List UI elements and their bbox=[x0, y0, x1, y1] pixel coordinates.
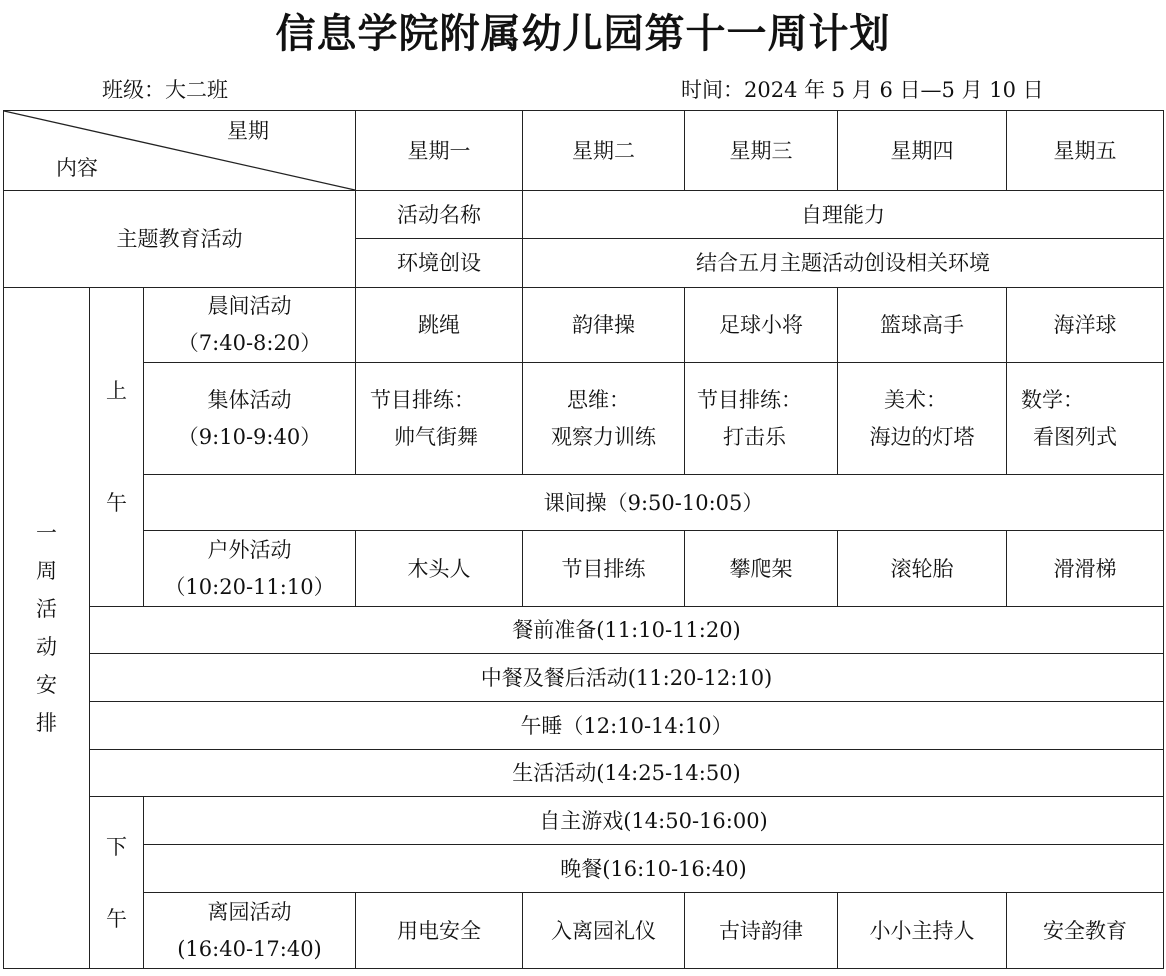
lunch-row bbox=[4, 654, 1164, 702]
time-label: 时间：2024 年 5 月 6 日—5 月 10 日 bbox=[681, 78, 1044, 102]
group-activity-time: （9:10-9:40） bbox=[177, 424, 322, 449]
pm-label-char: 午 bbox=[106, 906, 127, 931]
lunch: 中餐及餐后活动(11:20-12:10) bbox=[90, 654, 1164, 702]
am-label-char: 午 bbox=[106, 491, 127, 515]
group-item bbox=[356, 363, 523, 475]
life-activity: 生活活动(14:25-14:50) bbox=[90, 750, 1164, 797]
class-label: 班级：大二班 bbox=[102, 78, 228, 102]
group-item bbox=[685, 363, 838, 475]
group-item-subject: 美术： bbox=[884, 387, 948, 412]
group-item-topic: 海边的灯塔 bbox=[869, 424, 975, 449]
dinner: 晚餐(16:10-16:40) bbox=[144, 845, 1164, 893]
morning-item: 韵律操 bbox=[523, 288, 685, 363]
group-activity-name: 集体活动 bbox=[207, 387, 292, 412]
nap-row bbox=[4, 702, 1164, 750]
theme-label: 主题教育活动 bbox=[4, 191, 356, 288]
outdoor-item: 节目排练 bbox=[523, 531, 685, 607]
group-item-topic: 看图列式 bbox=[1033, 424, 1118, 449]
day-header: 星期二 bbox=[523, 111, 685, 191]
nap: 午睡（12:10-14:10） bbox=[90, 702, 1164, 750]
week-label-char: 一 bbox=[36, 521, 57, 545]
outdoor-item: 滚轮胎 bbox=[838, 531, 1007, 607]
outdoor-item: 滑滑梯 bbox=[1007, 531, 1164, 607]
group-item-topic: 打击乐 bbox=[723, 424, 787, 449]
outdoor-item: 攀爬架 bbox=[685, 531, 838, 607]
page-title: 信息学院附属幼儿园第十一周计划 bbox=[275, 11, 891, 57]
group-item bbox=[1007, 363, 1164, 475]
week-label-char: 排 bbox=[36, 711, 57, 735]
break-exercise: 课间操（9:50-10:05） bbox=[144, 475, 1164, 531]
am-label-char: 上 bbox=[106, 379, 127, 403]
week-schedule-label bbox=[4, 288, 90, 969]
activity-name-value: 自理能力 bbox=[523, 191, 1164, 239]
morning-item: 篮球高手 bbox=[838, 288, 1007, 363]
pm-label-char: 下 bbox=[106, 834, 127, 859]
leave-item: 用电安全 bbox=[356, 893, 523, 969]
group-item-subject: 节目排练： bbox=[697, 387, 803, 412]
pre-meal: 餐前准备(11:10-11:20) bbox=[90, 607, 1164, 654]
outdoor-activity-time: （10:20-11:10） bbox=[164, 574, 335, 599]
header-content-label: 内容 bbox=[56, 156, 98, 180]
free-play-row bbox=[4, 797, 1164, 845]
group-item bbox=[838, 363, 1007, 475]
group-item bbox=[523, 363, 685, 475]
leave-activity-name: 离园活动 bbox=[207, 899, 292, 924]
morning-activity-name: 晨间活动 bbox=[207, 294, 292, 318]
group-item-subject: 节目排练： bbox=[370, 387, 476, 412]
environment-value: 结合五月主题活动创设相关环境 bbox=[523, 239, 1164, 288]
activity-name-label: 活动名称 bbox=[356, 191, 523, 239]
morning-row bbox=[4, 288, 1164, 363]
outdoor-activity-label bbox=[144, 531, 356, 607]
outdoor-activity-name: 户外活动 bbox=[207, 537, 292, 562]
dinner-row bbox=[4, 845, 1164, 893]
group-activity-row bbox=[4, 363, 1164, 475]
leave-row bbox=[4, 893, 1164, 969]
header-weekday-label: 星期 bbox=[227, 119, 270, 143]
leave-item: 小小主持人 bbox=[838, 893, 1007, 969]
group-activity-label bbox=[144, 363, 356, 475]
weekly-plan-table bbox=[3, 110, 1164, 969]
life-activity-row bbox=[4, 750, 1164, 797]
week-label-char: 安 bbox=[36, 673, 57, 697]
week-label-char: 活 bbox=[36, 597, 57, 621]
diagonal-header-cell bbox=[4, 111, 356, 191]
morning-item: 足球小将 bbox=[685, 288, 838, 363]
leave-activity-label bbox=[144, 893, 356, 969]
group-item-topic: 帅气街舞 bbox=[394, 424, 479, 449]
group-item-subject: 思维： bbox=[567, 387, 631, 412]
morning-item: 跳绳 bbox=[356, 288, 523, 363]
week-label-char: 周 bbox=[36, 559, 57, 583]
leave-item: 安全教育 bbox=[1007, 893, 1164, 969]
header-row bbox=[4, 111, 1164, 191]
afternoon-label bbox=[90, 797, 144, 969]
outdoor-row bbox=[4, 531, 1164, 607]
morning-item: 海洋球 bbox=[1007, 288, 1164, 363]
break-exercise-row bbox=[4, 475, 1164, 531]
leave-activity-time: (16:40-17:40) bbox=[177, 936, 322, 961]
theme-name-row bbox=[4, 191, 1164, 239]
group-item-subject: 数学： bbox=[1021, 387, 1085, 412]
week-label-char: 动 bbox=[36, 635, 57, 659]
group-item-topic: 观察力训练 bbox=[551, 424, 657, 449]
leave-item: 古诗韵律 bbox=[685, 893, 838, 969]
leave-item: 入离园礼仪 bbox=[523, 893, 685, 969]
morning-label bbox=[90, 288, 144, 607]
environment-label: 环境创设 bbox=[356, 239, 523, 288]
day-header: 星期一 bbox=[356, 111, 523, 191]
day-header: 星期四 bbox=[838, 111, 1007, 191]
day-header: 星期三 bbox=[685, 111, 838, 191]
day-header: 星期五 bbox=[1007, 111, 1164, 191]
morning-activity-time: （7:40-8:20） bbox=[177, 331, 322, 355]
free-play: 自主游戏(14:50-16:00) bbox=[144, 797, 1164, 845]
outdoor-item: 木头人 bbox=[356, 531, 523, 607]
morning-activity-label bbox=[144, 288, 356, 363]
pre-meal-row bbox=[4, 607, 1164, 654]
